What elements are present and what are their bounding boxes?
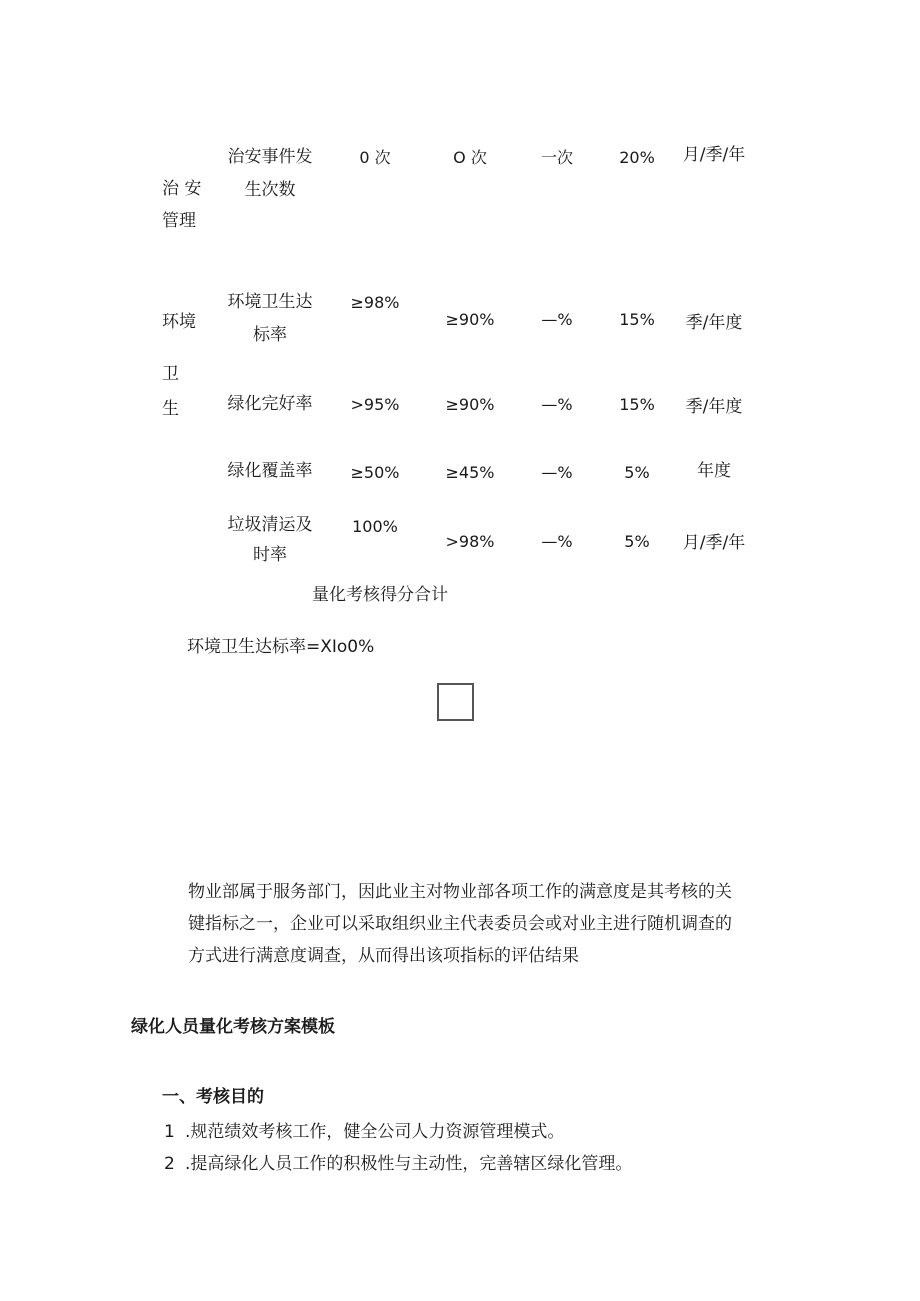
checkbox-placeholder (437, 683, 474, 721)
target-value: >95% (350, 395, 400, 414)
total-score-label: 量化考核得分合计 (312, 585, 448, 605)
indicator-name-2: 生次数 (244, 180, 296, 200)
list-number: 2 (164, 1154, 175, 1174)
weight-value: 15% (619, 310, 655, 329)
list-text: .提高绿化人员工作的积极性与主动性，完善辖区绿化管理。 (185, 1154, 633, 1174)
target-value: ≥98% (350, 293, 400, 312)
weight-value: 20% (619, 148, 655, 167)
indicator-name-2: 时率 (253, 545, 287, 565)
deviation-value: —% (541, 532, 573, 551)
indicator-name: 环境卫生达 (227, 292, 313, 312)
subsection-title: 一、考核目的 (162, 1087, 264, 1107)
indicator-name: 绿化完好率 (227, 394, 313, 414)
list-text: .规范绩效考核工作，健全公司人力资源管理模式。 (185, 1122, 565, 1142)
weight-value: 5% (624, 463, 650, 482)
indicator-name: 垃圾清运及 (227, 515, 313, 535)
period-value: 季/年度 (685, 397, 743, 417)
indicator-name: 绿化覆盖率 (227, 461, 313, 481)
period-value: 月/季/年 (682, 145, 746, 165)
target-value: ≥50% (350, 463, 400, 482)
formula-text: 环境卫生达标率=XIo0% (187, 637, 375, 657)
indicator-name-2: 标率 (253, 325, 287, 345)
satisfaction-paragraph (188, 876, 788, 972)
category-label-security-2: 管理 (162, 211, 196, 231)
list-number: 1 (164, 1122, 175, 1142)
section-title: 绿化人员量化考核方案模板 (131, 1017, 335, 1037)
period-value: 年度 (697, 461, 731, 481)
deviation-value: —% (541, 463, 573, 482)
target-value: 100% (352, 517, 398, 536)
deviation-value: 一次 (540, 148, 573, 167)
paragraph-line: 物业部属于服务部门，因此业主对物业部各项工作的满意度是其考核的关 (188, 882, 732, 902)
period-value: 季/年度 (685, 313, 743, 333)
deviation-value: —% (541, 395, 573, 414)
indicator-name: 治安事件发 (227, 147, 313, 167)
category-label-environment-2: 卫 (162, 364, 179, 384)
category-label-environment-3: 生 (162, 399, 179, 419)
paragraph-line: 键指标之一，企业可以采取组织业主代表委员会或对业主进行随机调查的 (188, 914, 732, 934)
category-label-environment: 环境 (162, 312, 196, 332)
period-value: 月/季/年 (682, 533, 746, 553)
baseline-value: ≥90% (445, 310, 495, 329)
target-value: 0 次 (359, 148, 391, 167)
baseline-value: ≥45% (445, 463, 495, 482)
paragraph-line: 方式进行满意度调查，从而得出该项指标的评估结果 (188, 946, 579, 966)
baseline-value: O 次 (453, 148, 487, 167)
category-label-security: 治 安 (162, 179, 202, 199)
weight-value: 15% (619, 395, 655, 414)
deviation-value: —% (541, 310, 573, 329)
weight-value: 5% (624, 532, 650, 551)
baseline-value: >98% (445, 532, 495, 551)
baseline-value: ≥90% (445, 395, 495, 414)
